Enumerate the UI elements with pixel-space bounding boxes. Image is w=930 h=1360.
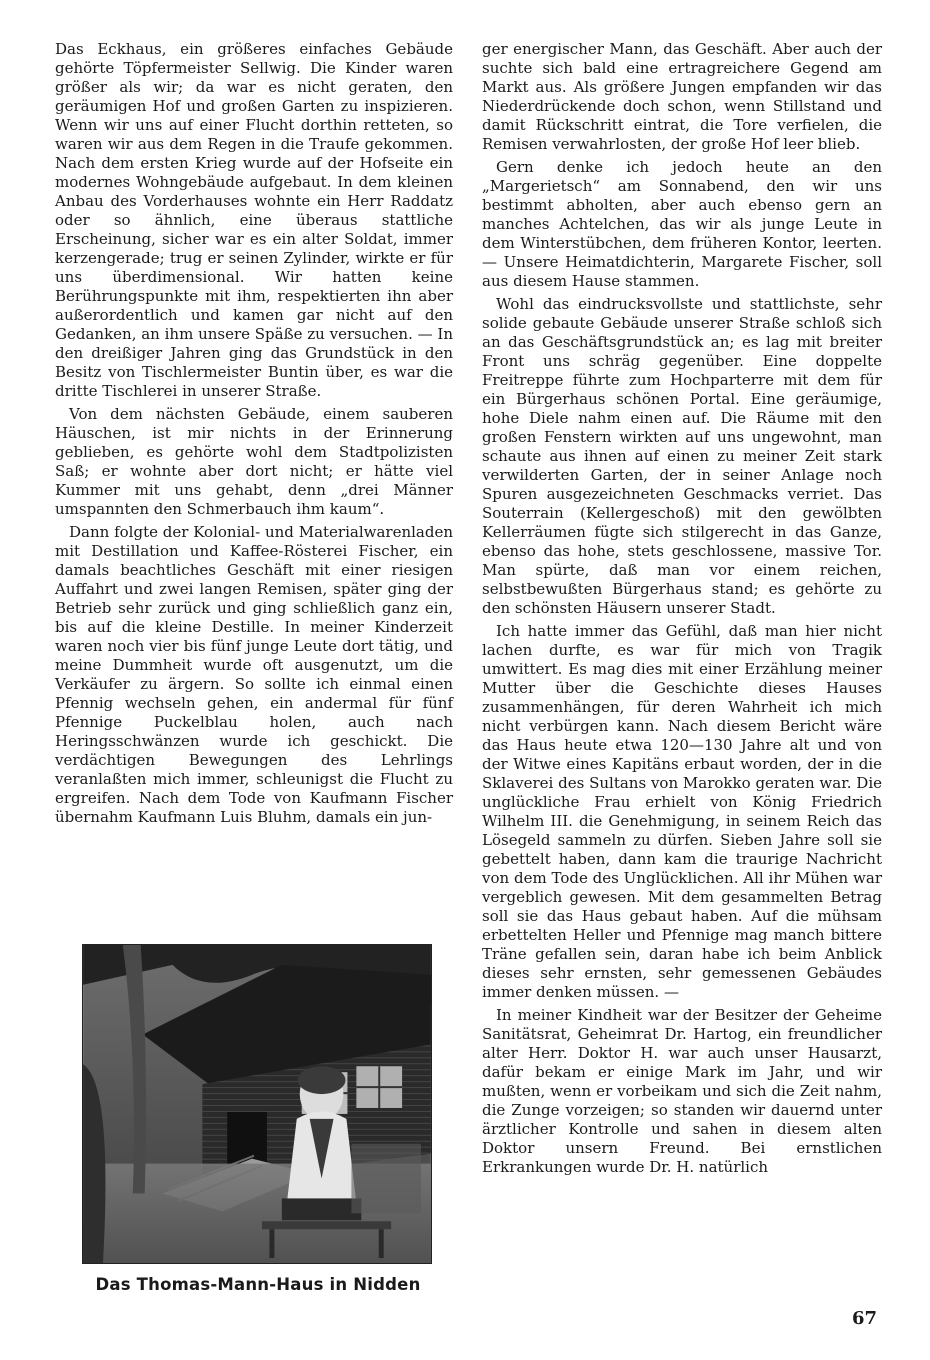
paragraph: ger energischer Mann, das Geschäft. Aber auch der suchte sich bald eine ertragreichere Gegend am Markt aus. Als größere Jungen empfanden wir das Niederdrückende doch schon, wenn Stillstand und damit Rückschritt eintrat, die Tore verfielen, die Remisen verwahrlosten, der große Hof leer blieb. [482,40,882,153]
right-text-column [482,40,882,1177]
paragraph: Gern denke ich jedoch heute an den „Margerietsch“ am Sonnabend, den wir uns bestimmt abholten, aber auch ebenso gern an manches Achtelchen, das wir als junge Leute in dem Winterstübchen, dem früheren Kontor, leerten. — Unsere Heimatdichterin, Margarete Fischer, soll aus diesem Hause stammen. [482,158,882,290]
photo-caption: Das Thomas-Mann-Haus in Nidden [95,1275,421,1294]
paragraph: Von dem nächsten Gebäude, einem sauberen Häuschen, ist mir nichts in der Erinnerung geblieben, es gehörte wohl dem Stadtpolizisten Saß; er wohnte aber dort nicht; er hätte viel Kummer mit uns gehabt, denn „drei Männer umspannten den Schmerbauch ihm kaum“. [55,405,453,518]
house-photo [82,944,432,1264]
paragraph: In meiner Kindheit war der Besitzer der Geheime Sanitätsrat, Geheimrat Dr. Hartog, ein freundlicher alter Herr. Doktor H. war auch unser Hausarzt, dafür bekam er einige Mark im Jahr, und wir mußten, wenn er vorbeikam und sich die Zeit nahm, die Zunge vorzeigen; so standen wir dauernd unter ärztlicher Kontrolle und sahen in diesem alten Doktor unsern Freund. Bei ernstlichen Erkrankungen wurde Dr. H. natürlich [482,1006,882,1176]
paragraph: Ich hatte immer das Gefühl, daß man hier nicht lachen durfte, es war für mich von Tragik umwittert. Es mag dies mit einer Erzählung meiner Mutter über die Geschichte dieses Hauses zusammenhängen, für deren Wahrheit ich mich nicht verbürgen kann. Nach diesem Bericht wäre das Haus heute etwa 120—130 Jahre alt und von der Witwe eines Kapitäns erbaut worden, der in die Sklaverei des Sultans von Marokko geraten war. Die unglückliche Frau erhielt von König Friedrich Wilhelm III. die Genehmigung, in seinem Reich das Lösegeld sammeln zu dürfen. Sieben Jahre soll sie gebettelt haben, dann kam die traurige Nachricht von dem Tode des Unglücklichen. All ihr Mühen war vergeblich gewesen. Mit dem gesammelten Betrag soll sie das Haus gebaut haben. Auf die mühsam erbettelten Heller und Pfennige mag manch bittere Träne gefallen sein, daran habe ich beim Anblick dieses sehr ernsten, sehr gemessenen Gebäudes immer denken müssen. — [482,622,882,1001]
photo-figure [82,944,432,1264]
paragraph: Dann folgte der Kolonial- und Materialwarenladen mit Destillation und Kaffee-Rösterei Fischer, ein damals beachtliches Geschäft mit einer riesigen Auffahrt und zwei langen Remisen, später ging der Betrieb sehr zurück und ging schließlich ganz ein, bis auf die kleine Destille. In meiner Kinderzeit waren noch vier bis fünf junge Leute dort tätig, und meine Dummheit wurde oft ausgenutzt, um die Verkäufer zu ärgern. So sollte ich einmal einen Pfennig wechseln gehen, ein andermal für fünf Pfennige Puckelblau holen, auch nach Heringsschwänzen wurde ich geschickt. Die verdächtigen Bewegungen des Lehrlings veranlaßten mich immer, schleunigst die Flucht zu ergreifen. Nach dem Tode von Kaufmann Fischer übernahm Kaufmann Luis Bluhm, damals ein jun- [55,523,453,826]
page-number: 67 [852,1308,878,1329]
left-text-column [55,40,453,827]
paragraph: Wohl das eindrucksvollste und stattlichste, sehr solide gebaute Gebäude unserer Straße schloß sich an das Geschäftsgrundstück an; es lag mit breiter Front uns schräg gegenüber. Eine doppelte Freitreppe führte zum Hochparterre mit dem für ein Bürgerhaus schönen Portal. Eine geräumige, hohe Diele nahm einen auf. Die Räume mit den großen Fenstern wirkten auf uns ungewohnt, man schaute aus ihnen auf einen zu meiner Zeit stark verwilderten Garten, der in seiner Anlage noch Spuren ausgezeichneten Geschmacks verriet. Das Souterrain (Kellergeschoß) mit den gewölbten Kellerräumen fügte sich stilgerecht in das Ganze, ebenso das hohe, stets geschlossene, massive Tor. Man spürte, daß man vor einem reichen, selbstbewußten Bürgerhaus stand; es gehörte zu den schönsten Häusern unserer Stadt. [482,295,882,617]
paragraph: Das Eckhaus, ein größeres einfaches Gebäude gehörte Töpfermeister Sellwig. Die Kinder waren größer als wir; da war es nicht geraten, den geräumigen Hof und großen Garten zu inspizieren. Wenn wir uns auf einer Flucht dorthin retteten, so waren wir aus dem Regen in die Traufe gekommen. Nach dem ersten Krieg wurde auf der Hofseite ein modernes Wohngebäude aufgebaut. In dem kleinen Anbau des Vorderhauses wohnte ein Herr Raddatz oder so ähnlich, eine überaus stattliche Erscheinung, sicher war es ein alter Soldat, immer kerzengerade; trug er seinen Zylinder, wirkte er für uns überdimensional. Wir hatten keine Berührungspunkte mit ihm, respektierten ihn aber außerordentlich und kamen gar nicht auf den Gedanken, an ihm unsere Späße zu versuchen. — In den dreißiger Jahren ging das Grundstück in den Besitz von Tischlermeister Buntin über, es war die dritte Tischlerei in unserer Straße. [55,40,453,400]
